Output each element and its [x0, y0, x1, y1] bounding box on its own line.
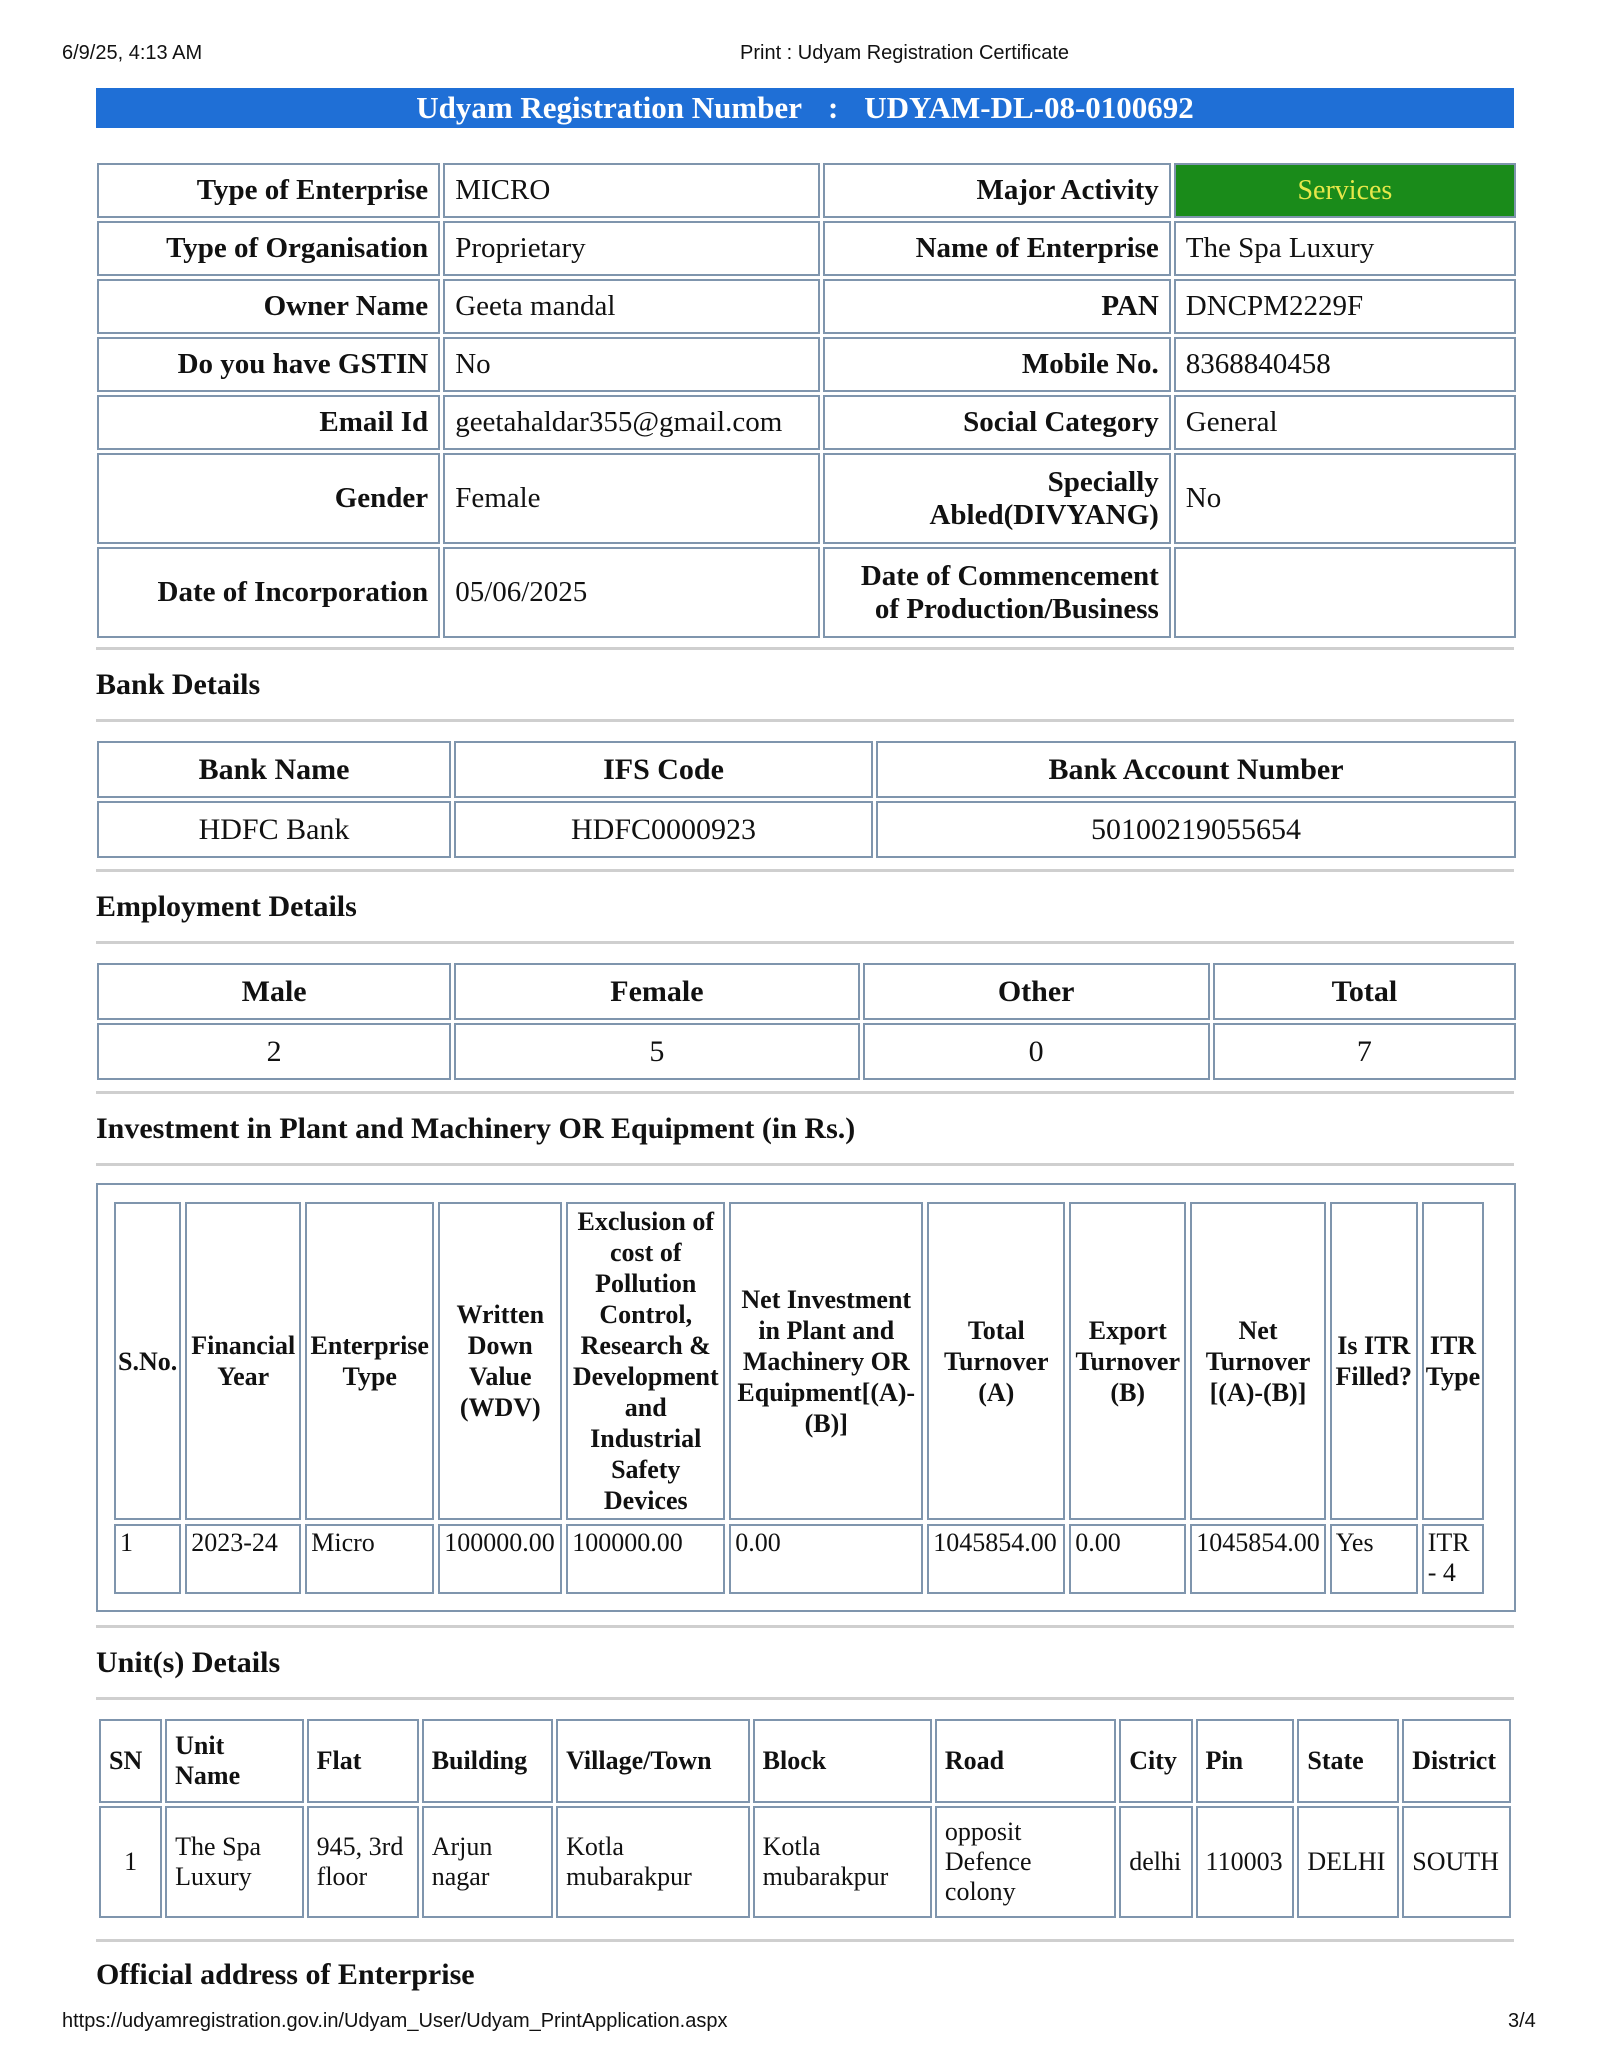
type-of-organisation-value: Proprietary	[443, 221, 819, 276]
table-header-row	[97, 963, 1516, 1020]
gender-label: Gender	[97, 453, 440, 544]
social-category-label: Social Category	[823, 395, 1171, 450]
table-header-row	[97, 741, 1516, 798]
ifs-code-value: HDFC0000923	[454, 801, 873, 858]
type-of-enterprise-label: Type of Enterprise	[97, 163, 440, 218]
village-town-value: Kotla mubarakpur	[556, 1806, 750, 1918]
enterprise-type-value: Micro	[305, 1524, 434, 1594]
owner-name-label: Owner Name	[97, 279, 440, 334]
net-turnover-value: 1045854.00	[1190, 1524, 1326, 1594]
state-value: DELHI	[1297, 1806, 1399, 1918]
sn-value: 1	[99, 1806, 162, 1918]
divider	[96, 869, 1514, 872]
divider	[96, 1091, 1514, 1094]
major-activity-label: Major Activity	[823, 163, 1171, 218]
bank-name-header: Bank Name	[97, 741, 451, 798]
enterprise-info-table	[94, 160, 1519, 641]
pan-label: PAN	[823, 279, 1171, 334]
male-value: 2	[97, 1023, 451, 1080]
district-header: District	[1402, 1719, 1511, 1803]
divider	[96, 1939, 1514, 1942]
other-value: 0	[863, 1023, 1210, 1080]
gender-value: Female	[443, 453, 819, 544]
wdv-header: Written Down Value (WDV)	[438, 1202, 562, 1520]
registration-number-value: UDYAM-DL-08-0100692	[864, 90, 1194, 125]
info-row	[97, 279, 1516, 334]
employment-details-title: Employment Details	[96, 890, 357, 923]
village-town-header: Village/Town	[556, 1719, 750, 1803]
registration-number-banner	[96, 88, 1514, 128]
type-of-organisation-label: Type of Organisation	[97, 221, 440, 276]
info-row	[97, 163, 1516, 218]
registration-number-separator: :	[827, 90, 839, 125]
divider	[96, 719, 1514, 722]
export-turnover-value: 0.00	[1069, 1524, 1186, 1594]
bank-name-value: HDFC Bank	[97, 801, 451, 858]
other-header: Other	[863, 963, 1210, 1020]
type-of-enterprise-value: MICRO	[443, 163, 819, 218]
pan-value: DNCPM2229F	[1174, 279, 1516, 334]
specially-abled-label-line2: Abled(DIVYANG)	[929, 498, 1159, 531]
date-commencement-label-line2: of Production/Business	[874, 592, 1159, 625]
building-header: Building	[422, 1719, 553, 1803]
info-row	[97, 395, 1516, 450]
investment-title: Investment in Plant and Machinery OR Equipment (in Rs.)	[96, 1112, 856, 1145]
name-of-enterprise-label: Name of Enterprise	[823, 221, 1171, 276]
table-row	[97, 1023, 1516, 1080]
divider	[96, 1163, 1514, 1166]
info-row	[97, 221, 1516, 276]
total-turnover-header: Total Turnover (A)	[927, 1202, 1065, 1520]
investment-table	[110, 1198, 1488, 1598]
date-commencement-label	[823, 547, 1171, 638]
account-number-value: 50100219055654	[876, 801, 1516, 858]
table-header-row	[99, 1719, 1511, 1803]
mobile-label: Mobile No.	[823, 337, 1171, 392]
social-category-value: General	[1174, 395, 1516, 450]
financial-year-value: 2023-24	[185, 1524, 301, 1594]
flat-header: Flat	[307, 1719, 419, 1803]
financial-year-header: Financial Year	[185, 1202, 301, 1520]
pin-value: 110003	[1196, 1806, 1295, 1918]
sn-header: SN	[99, 1719, 162, 1803]
specially-abled-value: No	[1174, 453, 1516, 544]
account-number-header: Bank Account Number	[876, 741, 1516, 798]
table-row	[97, 801, 1516, 858]
divider	[96, 647, 1514, 650]
district-value: SOUTH	[1402, 1806, 1511, 1918]
email-value: geetahaldar355@gmail.com	[443, 395, 819, 450]
divider	[96, 1697, 1514, 1700]
road-value: opposit Defence colony	[935, 1806, 1116, 1918]
female-value: 5	[454, 1023, 859, 1080]
exclusion-cost-value: 100000.00	[566, 1524, 725, 1594]
net-investment-value: 0.00	[729, 1524, 923, 1594]
print-datetime: 6/9/25, 4:13 AM	[62, 42, 203, 64]
owner-name-value: Geeta mandal	[443, 279, 819, 334]
exclusion-cost-header: Exclusion of cost of Pollution Control, Research & Development and Industrial Safety Devices	[566, 1202, 725, 1520]
itr-filled-header: Is ITR Filled?	[1330, 1202, 1418, 1520]
sno-header: S.No.	[114, 1202, 181, 1520]
specially-abled-label	[823, 453, 1171, 544]
divider	[96, 1625, 1514, 1628]
ifs-code-header: IFS Code	[454, 741, 873, 798]
itr-type-header: ITR Type	[1422, 1202, 1484, 1520]
city-value: delhi	[1119, 1806, 1192, 1918]
block-value: Kotla mubarakpur	[753, 1806, 932, 1918]
male-header: Male	[97, 963, 451, 1020]
specially-abled-label-line1: Specially	[1047, 465, 1159, 498]
date-commencement-label-line1: Date of Commencement	[860, 559, 1159, 592]
bank-details-table	[94, 738, 1519, 861]
print-page-number: 3/4	[1508, 2010, 1536, 2032]
total-header: Total	[1213, 963, 1516, 1020]
bank-details-title: Bank Details	[96, 668, 261, 701]
employment-details-table	[94, 960, 1519, 1083]
unit-details-table	[96, 1716, 1514, 1921]
block-header: Block	[753, 1719, 932, 1803]
net-investment-header: Net Investment in Plant and Machinery OR Equipment[(A)-(B)]	[729, 1202, 923, 1520]
net-turnover-header: Net Turnover [(A)-(B)]	[1190, 1202, 1326, 1520]
info-row	[97, 547, 1516, 638]
itr-filled-value: Yes	[1330, 1524, 1418, 1594]
sno-value: 1	[114, 1524, 181, 1594]
building-value: Arjun nagar	[422, 1806, 553, 1918]
unit-name-header: Unit Name	[165, 1719, 304, 1803]
wdv-value: 100000.00	[438, 1524, 562, 1594]
date-incorporation-value: 05/06/2025	[443, 547, 819, 638]
mobile-value: 8368840458	[1174, 337, 1516, 392]
date-commencement-value	[1174, 547, 1516, 638]
date-incorporation-label: Date of Incorporation	[97, 547, 440, 638]
export-turnover-header: Export Turnover (B)	[1069, 1202, 1186, 1520]
unit-name-value: The Spa Luxury	[165, 1806, 304, 1918]
total-turnover-value: 1045854.00	[927, 1524, 1065, 1594]
registration-number-label: Udyam Registration Number	[416, 90, 802, 125]
state-header: State	[1297, 1719, 1399, 1803]
itr-type-value: ITR - 4	[1422, 1524, 1484, 1594]
divider	[96, 941, 1514, 944]
email-label: Email Id	[97, 395, 440, 450]
flat-value: 945, 3rd floor	[307, 1806, 419, 1918]
female-header: Female	[454, 963, 859, 1020]
table-row	[99, 1806, 1511, 1918]
city-header: City	[1119, 1719, 1192, 1803]
info-row	[97, 337, 1516, 392]
enterprise-type-header: Enterprise Type	[305, 1202, 434, 1520]
pin-header: Pin	[1196, 1719, 1295, 1803]
unit-details-title: Unit(s) Details	[96, 1646, 281, 1679]
table-header-row	[114, 1202, 1484, 1520]
road-header: Road	[935, 1719, 1116, 1803]
major-activity-value: Services	[1174, 163, 1516, 218]
name-of-enterprise-value: The Spa Luxury	[1174, 221, 1516, 276]
print-url: https://udyamregistration.gov.in/Udyam_User/Udyam_PrintApplication.aspx	[62, 2010, 728, 2032]
official-address-title: Official address of Enterprise	[96, 1958, 475, 1991]
info-row	[97, 453, 1516, 544]
table-row	[114, 1524, 1484, 1594]
total-value: 7	[1213, 1023, 1516, 1080]
print-page-title: Print : Udyam Registration Certificate	[740, 42, 1070, 64]
gstin-value: No	[443, 337, 819, 392]
gstin-label: Do you have GSTIN	[97, 337, 440, 392]
